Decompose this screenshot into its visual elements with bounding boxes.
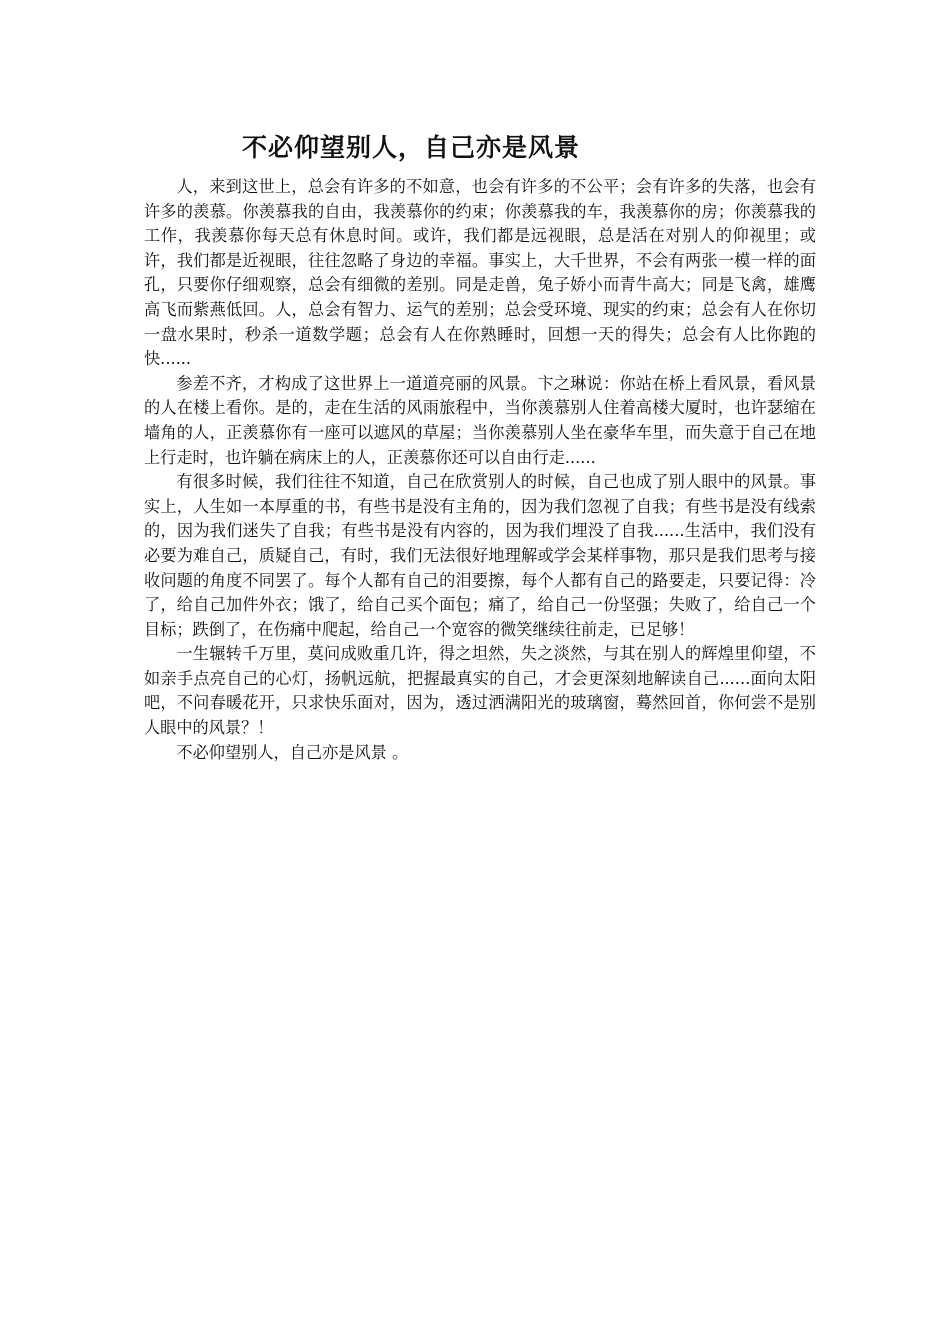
paragraph-5: 不必仰望别人，自己亦是风景 。 — [176, 742, 409, 762]
article-body — [144, 175, 816, 765]
page-title: 不必仰望别人，自己亦是风景 — [241, 133, 580, 162]
paragraph-2: 参差不齐，才构成了这世界上一道道亮丽的风景。卞之琳说：你站在桥上看风景，看风景的人在楼上看你。是的，走在生活的风雨旅程中，当你羡慕别人住着高楼大厦时，也许瑟缩在墙角的人，正羡慕你有一座可以遮风的草屋；当你羡慕别人坐在豪华车里，而失意于自己在地上行走时，也许躺在病床上的人，正羡慕你还可以自由行走...... — [144, 373, 816, 467]
paragraph-4: 一生辗转千万里，莫问成败重几许，得之坦然，失之淡然，与其在别人的辉煌里仰望，不如亲手点亮自己的心灯，扬帆远航，把握最真实的自己，才会更深刻地解读自己......面向太阳吧，不问春暖花开，只求快乐面对，因为，透过洒满阳光的玻璃窗，蓦然回首，你何尝不是别人眼中的风景？！ — [144, 644, 816, 738]
paragraph-3: 有很多时候，我们往往不知道，自己在欣赏别人的时候，自己也成了别人眼中的风景。事实上，人生如一本厚重的书，有些书是没有主角的，因为我们忽视了自我；有些书是没有线索的，因为我们迷失了自我；有些书是没有内容的，因为我们埋没了自我......生活中，我们没有必要为难自己，质疑自己，有时，我们无法很好地理解或学会某样事物，那只是我们思考与接收问题的角度不同罢了。每个人都有自己的泪要擦，每个人都有自己的路要走，只要记得：冷了，给自己加件外衣；饿了，给自己买个面包；痛了，给自己一份坚强；失败了，给自己一个目标；跌倒了，在伤痛中爬起，给自己一个宽容的微笑继续往前走，已足够！ — [144, 472, 816, 639]
paragraph-1: 人，来到这世上，总会有许多的不如意，也会有许多的不公平；会有许多的失落，也会有许多的羡慕。你羡慕我的自由，我羡慕你的约束；你羡慕我的车，我羡慕你的房；你羡慕我的工作，我羡慕你每天总有休息时间。或许，我们都是远视眼，总是活在对别人的仰视里；或许，我们都是近视眼，往往忽略了身边的幸福。事实上，大千世界，不会有两张一模一样的面孔，只要你仔细观察，总会有细微的差别。同是走兽，兔子娇小而青牛高大；同是飞禽，雄鹰高飞而紫燕低回。人，总会有智力、运气的差别；总会受环境、现实的约束；总会有人在你切一盘水果时，秒杀一道数学题；总会有人在你熟睡时，回想一天的得失；总会有人比你跑的快...... — [144, 177, 816, 369]
